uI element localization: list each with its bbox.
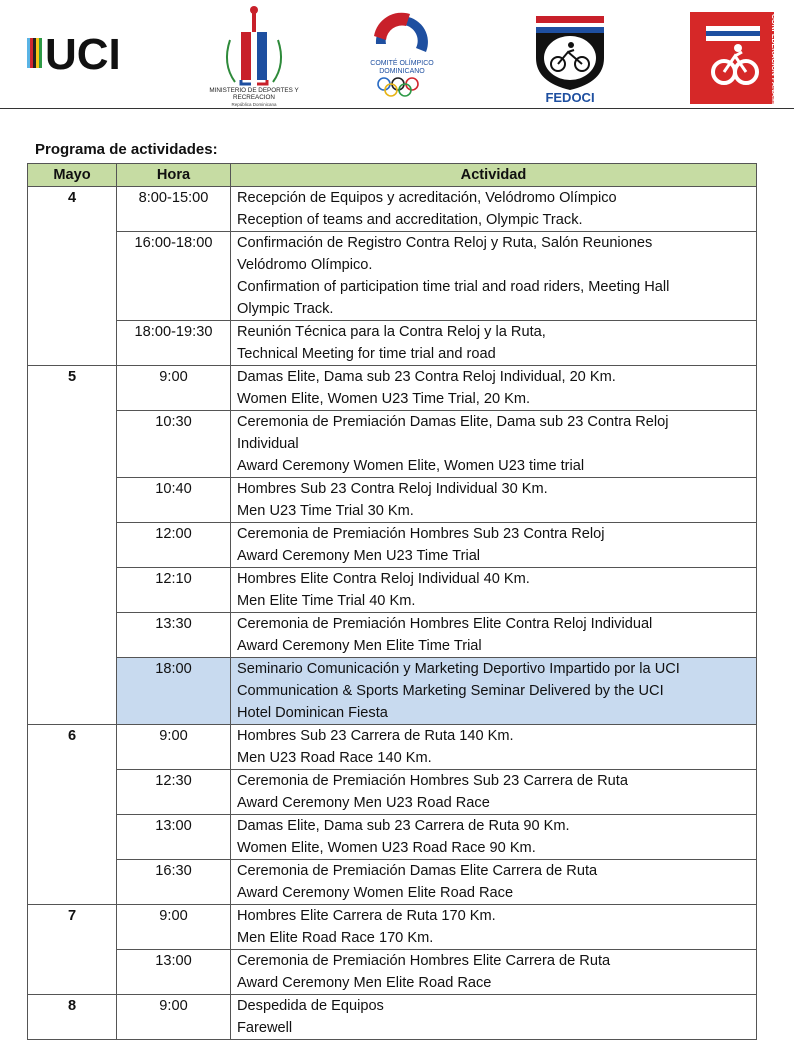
activity-line: Communication & Sports Marketing Seminar Delivered by the UCI <box>237 683 664 699</box>
activity-line: Ceremonia de Premiación Damas Elite Carrera de Ruta <box>237 863 598 879</box>
activity-cell <box>231 523 757 568</box>
time-cell: 13:00 <box>117 950 231 995</box>
activities-body <box>28 187 757 1040</box>
fedoci-logo <box>532 12 608 104</box>
activity-cell <box>231 321 757 366</box>
table-row <box>28 995 757 1040</box>
activity-line: Olympic Track. <box>237 301 334 317</box>
column-header-mayo: Mayo <box>28 164 117 187</box>
activity-cell <box>231 366 757 411</box>
logo-header <box>0 0 794 135</box>
table-row <box>28 366 757 411</box>
activity-cell <box>231 411 757 478</box>
table-row <box>28 860 757 905</box>
comite-name-line1: COMITÉ OLÍMPICO <box>370 60 434 67</box>
table-row <box>28 658 757 725</box>
header-divider <box>0 108 794 109</box>
ministerio-name-line1: MINISTERIO DE DEPORTES Y <box>209 87 299 94</box>
activity-line: Award Ceremony Men U23 Road Race <box>237 795 490 811</box>
uci-logo <box>23 14 161 92</box>
ministerio-country: República Dominicana <box>231 102 277 107</box>
activity-line: Men Elite Road Race 170 Km. <box>237 930 434 946</box>
ministerio-logo <box>200 4 308 108</box>
time-cell: 18:00-19:30 <box>117 321 231 366</box>
activity-cell <box>231 905 757 950</box>
time-cell: 9:00 <box>117 725 231 770</box>
confederacion-wordmark: CONFEDERACION PANAMERICANA <box>770 14 777 135</box>
activity-cell <box>231 995 757 1040</box>
activity-line: Men U23 Road Race 140 Km. <box>237 750 432 766</box>
activity-line: Hombres Elite Contra Reloj Individual 40 Km. <box>237 571 530 587</box>
activity-line: Ceremonia de Premiación Hombres Sub 23 Contra Reloj <box>237 526 605 542</box>
activity-cell <box>231 950 757 995</box>
table-row <box>28 478 757 523</box>
activity-cell <box>231 725 757 770</box>
time-cell: 16:30 <box>117 860 231 905</box>
time-cell: 16:00-18:00 <box>117 232 231 321</box>
activity-line: Confirmation of participation time trial and road riders, Meeting Hall <box>237 279 670 295</box>
activity-line: Women Elite, Women U23 Time Trial, 20 Km. <box>237 391 531 407</box>
column-header-actividad: Actividad <box>231 164 757 187</box>
table-row <box>28 232 757 321</box>
activity-line: Technical Meeting for time trial and road <box>237 346 496 362</box>
day-cell: 5 <box>28 366 117 725</box>
activity-line: Individual <box>237 436 299 452</box>
activity-line: Award Ceremony Men Elite Time Trial <box>237 638 482 654</box>
day-cell: 8 <box>28 995 117 1040</box>
activity-cell <box>231 770 757 815</box>
time-cell: 8:00-15:00 <box>117 187 231 232</box>
activity-line: Ceremonia de Premiación Damas Elite, Dama sub 23 Contra Reloj <box>237 414 669 430</box>
confederacion-panamericana-logo <box>690 12 777 135</box>
column-header-hora: Hora <box>117 164 231 187</box>
activity-line: Women Elite, Women U23 Road Race 90 Km. <box>237 840 536 856</box>
table-row <box>28 187 757 232</box>
activity-line: Damas Elite, Dama sub 23 Carrera de Ruta 90 Km. <box>237 818 570 834</box>
time-cell: 10:30 <box>117 411 231 478</box>
table-row <box>28 815 757 860</box>
time-cell: 13:00 <box>117 815 231 860</box>
activity-line: Hotel Dominican Fiesta <box>237 705 388 721</box>
activity-line: Award Ceremony Men U23 Time Trial <box>237 548 481 564</box>
activity-line: Seminario Comunicación y Marketing Deportivo Impartido por la UCI <box>237 661 680 677</box>
table-row <box>28 950 757 995</box>
activity-line: Award Ceremony Men Elite Road Race <box>237 975 492 991</box>
activity-line: Hombres Elite Carrera de Ruta 170 Km. <box>237 908 496 924</box>
activity-line: Damas Elite, Dama sub 23 Contra Reloj Individual, 20 Km. <box>237 369 616 385</box>
activity-line: Reunión Técnica para la Contra Reloj y la Ruta, <box>237 324 546 340</box>
table-row <box>28 321 757 366</box>
activity-cell <box>231 613 757 658</box>
activity-line: Men Elite Time Trial 40 Km. <box>237 593 416 609</box>
activity-line: Reception of teams and accreditation, Olympic Track. <box>237 212 583 228</box>
day-cell: 6 <box>28 725 117 905</box>
activity-line: Ceremonia de Premiación Hombres Elite Carrera de Ruta <box>237 953 611 969</box>
time-cell: 9:00 <box>117 995 231 1040</box>
activity-cell <box>231 187 757 232</box>
table-row <box>28 411 757 478</box>
time-cell: 13:30 <box>117 613 231 658</box>
ministerio-name-line2: RECREACION <box>233 94 275 101</box>
activity-cell <box>231 232 757 321</box>
table-row <box>28 725 757 770</box>
uci-wordmark: UCI <box>45 30 121 79</box>
day-cell: 4 <box>28 187 117 366</box>
table-row <box>28 770 757 815</box>
activity-line: Ceremonia de Premiación Hombres Sub 23 Carrera de Ruta <box>237 773 628 789</box>
table-header-row <box>28 164 757 187</box>
activity-cell <box>231 478 757 523</box>
activity-cell <box>231 815 757 860</box>
activity-line: Hombres Sub 23 Carrera de Ruta 140 Km. <box>237 728 514 744</box>
time-cell: 18:00 <box>117 658 231 725</box>
time-cell: 10:40 <box>117 478 231 523</box>
time-cell: 12:10 <box>117 568 231 613</box>
section-title: Programa de actividades: <box>35 141 218 158</box>
activity-line: Confirmación de Registro Contra Reloj y Ruta, Salón Reuniones <box>237 235 653 251</box>
comite-name-line2: DOMINICANO <box>379 68 425 75</box>
activity-line: Despedida de Equipos <box>237 998 384 1014</box>
activity-cell <box>231 568 757 613</box>
activity-cell <box>231 860 757 905</box>
activity-line: Award Ceremony Women Elite Road Race <box>237 885 514 901</box>
activity-line: Men U23 Time Trial 30 Km. <box>237 503 414 519</box>
activity-line: Ceremonia de Premiación Hombres Elite Contra Reloj Individual <box>237 616 653 632</box>
table-row <box>28 568 757 613</box>
activity-line: Velódromo Olímpico. <box>237 257 373 273</box>
time-cell: 9:00 <box>117 905 231 950</box>
activity-line: Award Ceremony Women Elite, Women U23 time trial <box>237 458 585 474</box>
table-row <box>28 613 757 658</box>
time-cell: 12:00 <box>117 523 231 568</box>
activities-table <box>27 163 757 1040</box>
table-row <box>28 523 757 568</box>
fedoci-wordmark: FEDOCI <box>545 90 595 105</box>
activity-line: Farewell <box>237 1020 293 1036</box>
day-cell: 7 <box>28 905 117 995</box>
activity-cell <box>231 658 757 725</box>
activity-line: Hombres Sub 23 Contra Reloj Individual 30 Km. <box>237 481 548 497</box>
table-row <box>28 905 757 950</box>
activity-line: Recepción de Equipos y acreditación, Velódromo Olímpico <box>237 190 617 206</box>
time-cell: 9:00 <box>117 366 231 411</box>
comite-olimpico-logo <box>362 4 442 104</box>
time-cell: 12:30 <box>117 770 231 815</box>
